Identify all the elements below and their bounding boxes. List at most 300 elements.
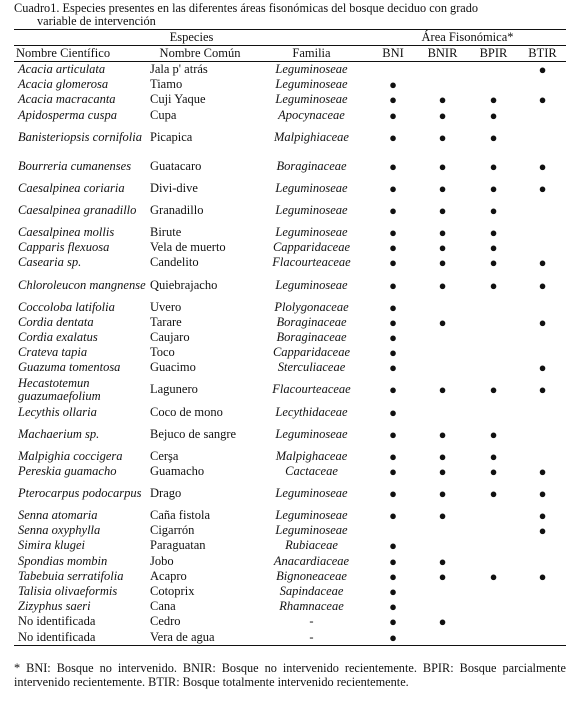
cell-presence-bpir <box>468 360 519 375</box>
presence-dot-icon: ● <box>389 255 397 271</box>
presence-dot-icon: ● <box>538 255 547 271</box>
cell-presence-bni <box>369 225 417 240</box>
cell-presence-btir <box>519 240 566 255</box>
cell-presence-bni <box>369 614 417 629</box>
column-header-common-name: Nombre Común <box>146 46 254 62</box>
column-header-bpir: BPIR <box>468 46 519 62</box>
presence-dot-icon: ● <box>438 448 447 464</box>
cell-presence-bpir <box>468 584 519 599</box>
cell-presence-bnir <box>417 108 468 123</box>
presence-dot-icon: ● <box>389 486 397 501</box>
presence-dot-icon: ● <box>489 255 498 271</box>
cell-presence-bnir <box>417 538 468 553</box>
cell-presence-btir <box>519 614 566 629</box>
table-row <box>14 614 566 629</box>
cell-presence-btir <box>519 92 566 107</box>
cell-common-name: Caña fistola <box>150 508 211 523</box>
cell-common-name: Tiamo <box>150 77 183 92</box>
presence-dot-icon: ● <box>489 202 498 218</box>
cell-family: Leguminoseae <box>275 92 348 107</box>
table-row <box>14 599 566 614</box>
presence-dot-icon: ● <box>438 568 447 584</box>
species-table <box>14 29 566 646</box>
table-row <box>14 196 566 225</box>
presence-dot-icon: ● <box>538 180 547 196</box>
cell-common-name: Cupa <box>150 107 177 122</box>
table-row <box>14 508 566 523</box>
presence-dot-icon: ● <box>489 240 498 256</box>
cell-common-name: Tarare <box>150 314 182 329</box>
cell-scientific-name: Simira klugei <box>18 538 86 553</box>
presence-dot-icon: ● <box>538 92 547 108</box>
cell-presence-bpir <box>468 420 519 449</box>
cell-presence-bnir <box>417 196 468 225</box>
column-header-bni: BNI <box>369 46 417 62</box>
cell-family: Rhamnaceae <box>279 599 344 614</box>
cell-common-name: Paraguatan <box>150 538 206 553</box>
presence-dot-icon: ● <box>438 508 447 524</box>
table-row <box>14 479 566 508</box>
column-header-btir: BTIR <box>519 46 566 62</box>
cell-presence-bpir <box>468 92 519 107</box>
cell-family: Flacourteaceae <box>272 382 351 397</box>
cell-family: Boraginaceae <box>276 158 347 173</box>
presence-dot-icon: ● <box>538 62 547 78</box>
cell-presence-bpir <box>468 77 519 92</box>
cell-presence-btir <box>519 569 566 584</box>
cell-presence-bnir <box>417 449 468 464</box>
presence-dot-icon: ● <box>489 92 498 108</box>
cell-presence-btir <box>519 255 566 270</box>
table-footnote: * BNI: Bosque no intervenido. BNIR: Bosque no intervenido recientemente. BPIR: Bosque parcialmente intervenido recientemente. BTIR: Bosque totalmente intervenido recientemente. <box>14 661 566 689</box>
cell-common-name: Cotoprix <box>150 584 195 599</box>
cell-presence-bni <box>369 630 417 646</box>
presence-dot-icon: ● <box>489 382 498 398</box>
presence-dot-icon: ● <box>389 345 397 361</box>
cell-family: Leguminoseae <box>275 225 348 240</box>
table-row <box>14 584 566 599</box>
cell-family: Leguminoseae <box>275 202 348 217</box>
cell-common-name: Cana <box>150 599 176 614</box>
table-row <box>14 464 566 479</box>
table-row <box>14 449 566 464</box>
cell-common-name: Divi-dive <box>150 180 198 195</box>
presence-dot-icon: ● <box>438 486 447 501</box>
cell-scientific-name: Pereskia guamacho <box>18 463 117 478</box>
cell-presence-bni <box>369 92 417 107</box>
cell-common-name: Guamacho <box>150 463 205 478</box>
cell-presence-bnir <box>417 62 468 78</box>
presence-dot-icon: ● <box>389 329 397 345</box>
presence-dot-icon: ● <box>389 568 397 584</box>
cell-presence-btir <box>519 599 566 614</box>
cell-presence-bnir <box>417 225 468 240</box>
table-row <box>14 152 566 181</box>
cell-presence-bnir <box>417 77 468 92</box>
cell-scientific-name: Senna atomaria <box>18 508 98 523</box>
cell-common-name: Vera de agua <box>146 630 254 646</box>
cell-family: Capparidaceae <box>272 345 351 360</box>
presence-dot-icon: ● <box>489 180 498 196</box>
cell-presence-bnir <box>417 508 468 523</box>
cell-presence-btir <box>519 404 566 419</box>
cell-family: Anacardiaceae <box>273 553 350 568</box>
cell-presence-bpir <box>468 508 519 523</box>
cell-presence-bni <box>369 420 417 449</box>
cell-presence-bnir <box>417 375 468 404</box>
presence-dot-icon: ● <box>538 277 547 293</box>
cell-scientific-name: Acacia glomerosa <box>18 77 109 92</box>
cell-family: Flacourteaceae <box>272 255 351 270</box>
cell-presence-bnir <box>417 404 468 419</box>
cell-presence-bnir <box>417 630 468 646</box>
table-row <box>14 255 566 270</box>
presence-dot-icon: ● <box>438 277 447 293</box>
cell-presence-bni <box>369 345 417 360</box>
cell-scientific-name: Caesalpinea mollis <box>18 225 115 240</box>
presence-dot-icon: ● <box>438 382 447 398</box>
presence-dot-icon: ● <box>438 107 447 123</box>
cell-presence-btir <box>519 479 566 508</box>
presence-dot-icon: ● <box>389 404 397 420</box>
cell-presence-bnir <box>417 584 468 599</box>
presence-dot-icon: ● <box>389 553 397 569</box>
cell-presence-bnir <box>417 181 468 196</box>
cell-scientific-name: No identificada <box>14 630 146 646</box>
table-row <box>14 330 566 345</box>
cell-presence-btir <box>519 508 566 523</box>
cell-common-name: Acapro <box>150 568 187 583</box>
presence-dot-icon: ● <box>389 463 397 479</box>
cell-family: Sapindaceae <box>279 584 344 599</box>
cell-presence-btir <box>519 271 566 300</box>
cell-scientific-name: Spondias mombin <box>18 553 108 568</box>
cell-common-name: Vela de muerto <box>150 240 226 255</box>
presence-dot-icon: ● <box>389 508 397 524</box>
presence-dot-icon: ● <box>389 314 397 330</box>
cell-scientific-name: Cordia exalatus <box>18 329 98 344</box>
cell-family: Bignoneaceae <box>276 568 347 583</box>
table-row <box>14 240 566 255</box>
cell-presence-btir <box>519 554 566 569</box>
cell-family: Cactaceae <box>285 463 338 478</box>
cell-scientific-name: Banisteriopsis cornifolia <box>18 129 142 144</box>
cell-scientific-name: Zizyphus saeri <box>18 599 91 614</box>
cell-presence-bpir <box>468 464 519 479</box>
cell-presence-btir <box>519 108 566 123</box>
cell-presence-bpir <box>468 479 519 508</box>
presence-dot-icon: ● <box>438 426 447 442</box>
presence-dot-icon: ● <box>489 129 498 145</box>
presence-dot-icon: ● <box>389 225 397 241</box>
table-row <box>14 630 566 646</box>
cell-presence-bnir <box>417 523 468 538</box>
presence-dot-icon: ● <box>389 629 397 645</box>
presence-dot-icon: ● <box>489 463 498 479</box>
header-group-row <box>14 30 566 46</box>
presence-dot-icon: ● <box>538 463 547 479</box>
caption-line-1: Cuadro1. Especies presentes en las diferentes áreas fisonómicas del bosque deciduo con grado <box>14 1 479 15</box>
cell-presence-btir <box>519 375 566 404</box>
cell-family: Rubiaceae <box>285 538 338 553</box>
cell-presence-bni <box>369 240 417 255</box>
cell-scientific-name: Crateva tapia <box>18 345 88 360</box>
cell-presence-bpir <box>468 614 519 629</box>
presence-dot-icon: ● <box>389 277 397 293</box>
presence-dot-icon: ● <box>438 463 447 479</box>
cell-scientific-name: Capparis flexuosa <box>18 240 110 255</box>
cell-scientific-name: Caesalpinea coriaria <box>18 180 125 195</box>
cell-presence-btir <box>519 420 566 449</box>
caption-line-2: variable de intervención <box>37 14 156 28</box>
cell-common-name: Cuji Yaque <box>150 92 206 107</box>
cell-scientific-name: Talisia olivaeformis <box>18 584 118 599</box>
cell-family: Leguminoseae <box>275 277 348 292</box>
presence-dot-icon: ● <box>438 553 447 569</box>
cell-presence-bni <box>369 196 417 225</box>
cell-presence-bnir <box>417 330 468 345</box>
presence-dot-icon: ● <box>489 568 498 584</box>
presence-dot-icon: ● <box>489 158 498 174</box>
column-header-scientific-name: Nombre Científico <box>14 46 146 62</box>
cell-presence-btir <box>519 152 566 181</box>
presence-dot-icon: ● <box>389 614 397 630</box>
table-row <box>14 225 566 240</box>
cell-scientific-name: Guazuma tomentosa <box>18 360 121 375</box>
cell-scientific-name: Chloroleucon mangnense <box>18 277 146 292</box>
cell-scientific-name: Acacia macracanta <box>18 92 116 107</box>
cell-presence-bpir <box>468 240 519 255</box>
cell-presence-bpir <box>468 315 519 330</box>
cell-presence-bpir <box>468 181 519 196</box>
cell-presence-bni <box>369 554 417 569</box>
presence-dot-icon: ● <box>389 584 397 600</box>
cell-presence-bni <box>369 360 417 375</box>
cell-common-name: Birute <box>150 225 182 240</box>
cell-common-name: Uvero <box>150 299 182 314</box>
table-row <box>14 523 566 538</box>
cell-common-name: Toco <box>150 345 175 360</box>
presence-dot-icon: ● <box>489 486 498 501</box>
cell-presence-btir <box>519 345 566 360</box>
presence-dot-icon: ● <box>538 158 547 174</box>
presence-dot-icon: ● <box>538 360 547 376</box>
presence-dot-icon: ● <box>389 360 397 376</box>
table-row <box>14 92 566 107</box>
cell-presence-bnir <box>417 123 468 152</box>
presence-dot-icon: ● <box>489 277 498 293</box>
cell-presence-bpir <box>468 404 519 419</box>
cell-presence-bpir <box>468 255 519 270</box>
cell-family: Leguminoseae <box>275 486 348 500</box>
group-header-species: Especies <box>14 30 369 46</box>
cell-presence-btir <box>519 584 566 599</box>
table-row <box>14 569 566 584</box>
cell-presence-bpir <box>468 123 519 152</box>
cell-presence-bnir <box>417 479 468 508</box>
table-row <box>14 271 566 300</box>
table-row <box>14 404 566 419</box>
cell-scientific-name: Caesalpinea granadillo <box>18 202 137 217</box>
cell-presence-bpir <box>468 330 519 345</box>
cell-presence-bnir <box>417 464 468 479</box>
cell-presence-bpir <box>468 599 519 614</box>
cell-presence-bni <box>369 569 417 584</box>
presence-dot-icon: ● <box>489 426 498 442</box>
cell-scientific-name: Bourreria cumanenses <box>18 158 132 173</box>
cell-presence-bnir <box>417 554 468 569</box>
presence-dot-icon: ● <box>389 180 397 196</box>
cell-family: Boraginaceae <box>276 329 347 344</box>
presence-dot-icon: ● <box>389 240 397 256</box>
cell-family: Apocynaceae <box>278 107 345 122</box>
presence-dot-icon: ● <box>438 614 447 630</box>
cell-presence-btir <box>519 330 566 345</box>
cell-common-name: Cigarrón <box>150 523 195 538</box>
cell-family: - <box>309 614 314 629</box>
cell-scientific-name: Tabebuia serratifolia <box>18 568 124 583</box>
table-row <box>14 300 566 315</box>
cell-presence-btir <box>519 523 566 538</box>
cell-presence-bnir <box>417 420 468 449</box>
cell-presence-bni <box>369 315 417 330</box>
cell-presence-bnir <box>417 345 468 360</box>
group-header-area: Área Fisonómica* <box>369 30 566 46</box>
presence-dot-icon: ● <box>389 538 397 554</box>
table-row <box>14 77 566 92</box>
cell-presence-bni <box>369 404 417 419</box>
cell-presence-bpir <box>468 345 519 360</box>
presence-dot-icon: ● <box>538 486 547 501</box>
table-row <box>14 108 566 123</box>
table-row <box>14 420 566 449</box>
cell-presence-btir <box>519 123 566 152</box>
cell-presence-bni <box>369 181 417 196</box>
cell-scientific-name: Acacia articulata <box>18 62 106 77</box>
cell-scientific-name: No identificada <box>18 614 96 629</box>
cell-presence-bni <box>369 123 417 152</box>
cell-family: Leguminoseae <box>275 523 348 538</box>
table-row <box>14 554 566 569</box>
cell-presence-bpir <box>468 225 519 240</box>
cell-presence-bni <box>369 300 417 315</box>
header-column-row <box>14 46 566 62</box>
presence-dot-icon: ● <box>438 255 447 271</box>
cell-presence-bni <box>369 538 417 553</box>
cell-scientific-name: Apidosperma cuspa <box>18 107 117 122</box>
cell-presence-bnir <box>417 614 468 629</box>
cell-presence-bnir <box>417 255 468 270</box>
presence-dot-icon: ● <box>438 129 447 145</box>
cell-scientific-name: Senna oxyphylla <box>18 523 101 538</box>
cell-presence-bnir <box>417 152 468 181</box>
cell-family: Plolygonaceae <box>274 299 349 314</box>
presence-dot-icon: ● <box>489 225 498 241</box>
cell-family: Malpighaceae <box>275 448 348 463</box>
cell-scientific-name: Malpighia coccigera <box>18 448 123 463</box>
cell-presence-bpir <box>468 152 519 181</box>
cell-family: Malpighiaceae <box>274 129 349 144</box>
cell-presence-btir <box>519 300 566 315</box>
cell-common-name: Caujaro <box>150 329 190 344</box>
cell-presence-bni <box>369 599 417 614</box>
presence-dot-icon: ● <box>389 202 397 218</box>
presence-dot-icon: ● <box>438 225 447 241</box>
cell-common-name: Drago <box>150 486 182 500</box>
cell-presence-bpir <box>468 523 519 538</box>
cell-family: - <box>254 630 369 646</box>
presence-dot-icon: ● <box>438 92 447 108</box>
presence-dot-icon: ● <box>538 382 547 398</box>
cell-family: Leguminoseae <box>275 77 348 92</box>
cell-presence-btir <box>519 464 566 479</box>
cell-presence-btir <box>519 315 566 330</box>
presence-dot-icon: ● <box>389 158 397 174</box>
table-body <box>14 62 566 646</box>
presence-dot-icon: ● <box>389 92 397 108</box>
cell-presence-bni <box>369 62 417 78</box>
cell-scientific-name: Lecythis ollaria <box>18 404 97 419</box>
cell-common-name: Quiebrajacho <box>150 277 218 292</box>
cell-presence-bpir <box>468 300 519 315</box>
cell-family: Boraginaceae <box>276 314 347 329</box>
presence-dot-icon: ● <box>489 107 498 123</box>
cell-presence-btir <box>519 360 566 375</box>
column-header-bnir: BNIR <box>417 46 468 62</box>
cell-common-name: Cerşa <box>150 448 179 463</box>
presence-dot-icon: ● <box>389 599 397 615</box>
cell-presence-bni <box>369 255 417 270</box>
cell-common-name: Jala p' atrás <box>150 62 208 77</box>
presence-dot-icon: ● <box>538 508 547 524</box>
cell-presence-bni <box>369 271 417 300</box>
cell-presence-bni <box>369 479 417 508</box>
cell-common-name: Guatacaro <box>150 158 202 173</box>
table-row <box>14 123 566 152</box>
cell-presence-bnir <box>417 360 468 375</box>
cell-scientific-name: Coccoloba latifolia <box>18 299 115 314</box>
cell-common-name: Jobo <box>150 553 174 568</box>
presence-dot-icon: ● <box>438 158 447 174</box>
cell-common-name: Cedro <box>150 614 181 629</box>
presence-dot-icon: ● <box>389 299 397 315</box>
cell-presence-bnir <box>417 599 468 614</box>
presence-dot-icon: ● <box>489 448 498 464</box>
cell-scientific-name: Hecastotemun guazumaefolium <box>18 375 101 403</box>
cell-presence-bpir <box>468 630 519 646</box>
cell-presence-btir <box>519 196 566 225</box>
cell-scientific-name: Cordia dentata <box>18 314 94 329</box>
presence-dot-icon: ● <box>438 202 447 218</box>
cell-common-name: Candelito <box>150 255 199 270</box>
presence-dot-icon: ● <box>389 382 397 398</box>
table-caption <box>14 2 564 28</box>
cell-family: Sterculiaceae <box>277 360 346 375</box>
cell-common-name: Picapica <box>150 129 193 144</box>
cell-presence-bnir <box>417 240 468 255</box>
presence-dot-icon: ● <box>538 523 547 539</box>
cell-presence-bpir <box>468 271 519 300</box>
table-row <box>14 375 566 404</box>
cell-scientific-name: Pterocarpus podocarpus <box>18 486 142 500</box>
presence-dot-icon: ● <box>438 240 447 256</box>
cell-presence-bni <box>369 523 417 538</box>
cell-presence-bnir <box>417 271 468 300</box>
cell-presence-bnir <box>417 569 468 584</box>
cell-common-name: Coco de mono <box>150 404 223 419</box>
cell-presence-bni <box>369 449 417 464</box>
presence-dot-icon: ● <box>389 426 397 442</box>
